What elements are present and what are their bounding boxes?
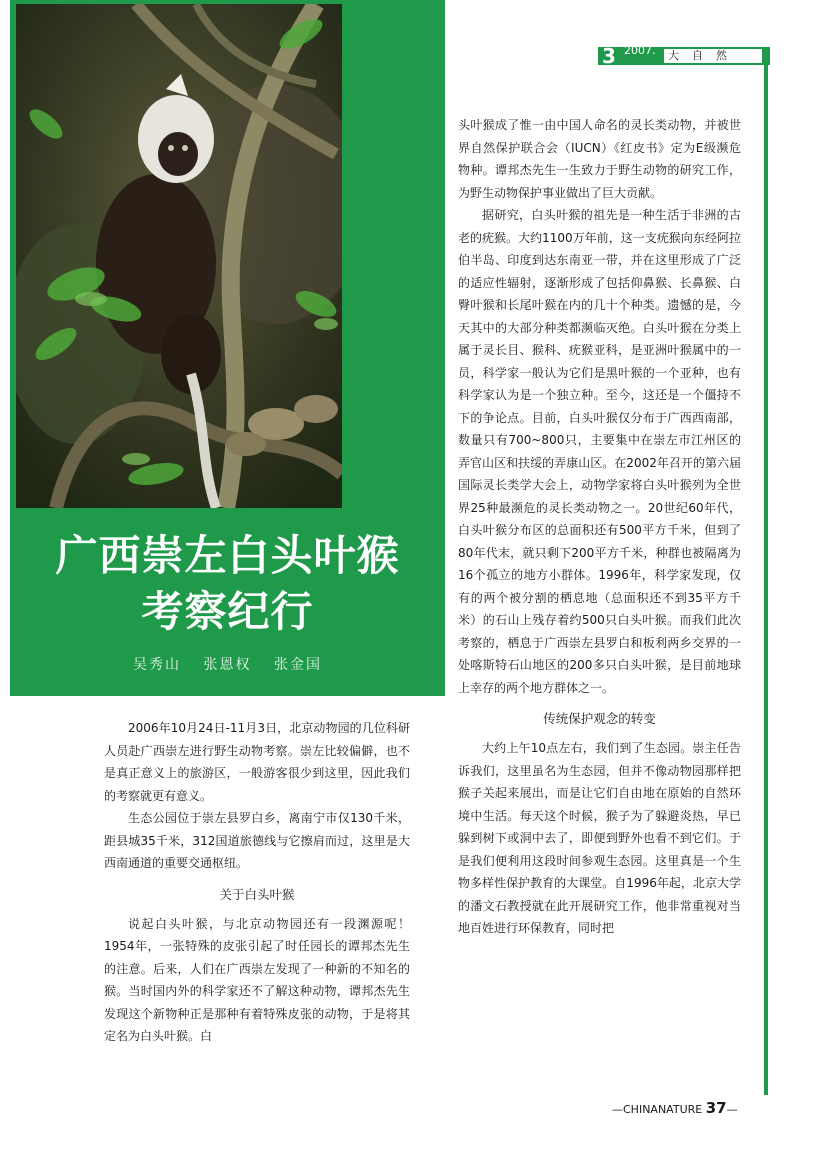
author-3: 张金国 — [273, 657, 322, 673]
author-1: 吴秀山 — [133, 657, 182, 673]
page-number: 37 — [705, 1099, 727, 1117]
langur-photo — [16, 4, 342, 508]
right-column — [458, 114, 741, 940]
author-2: 张恩权 — [203, 657, 252, 673]
article-title — [10, 528, 445, 640]
margin-rule — [764, 47, 768, 1095]
issue-number: 3 — [602, 44, 616, 68]
right-para-2: 据研究，白头叶猴的祖先是一种生活于非洲的古老的疣猴。大约1100万年前，这一支疣猴向东经阿拉伯半岛、印度到达东南亚一带，并在这里形成了广泛的适应性辐射，逐渐形成了包括仰鼻猴、长鼻猴、白臀叶猴和长尾叶猴在内的几十个种类。遗憾的是，今天其中的大部分种类都濒临灭绝。白头叶猴在分类上属于灵长目、猴科、疣猴亚科，是亚洲叶猴属中的一员，科学家一般认为它们是黑叶猴的一个亚种，也有科学家认为是一个独立种。至今，这还是一个僵持不下的争论点。目前，白头叶猴仅分布于广西西南部，数量只有700~800只，主要集中在崇左市江州区的弄官山区和扶绥的弄康山区。在2002年召开的第六届国际灵长类学大会上，动物学家将白头叶猴列为全世界25种最濒危的灵长类动物之一。20世纪60年代，白头叶猴分布区的总面积还有500平方千米，但到了80年代末，就只剩下200平方千米，种群也被隔离为16个孤立的地方小群体。1996年，科学家发现，仅有的两个被分割的栖息地（总面积还不到35平方千米）的石山上残存着约500只白头叶猴。而我们此次考察的，栖息于广西崇左县罗白和板利两乡交界的一处喀斯特石山地区的200多只白头叶猴，是目前地球上幸存的两个地方群体之一。 — [458, 208, 741, 695]
left-para-2: 生态公园位于崇左县罗白乡，离南宁市仅130千米，距县城35千米，312国道旅德线与它擦肩而过，这里是大西南通道的重要交通枢纽。 — [104, 811, 410, 870]
left-para-1: 2006年10月24日-11月3日，北京动物园的几位科研人员赴广西崇左进行野生动物考察。崇左比较偏僻，也不是真正意义上的旅游区，一般游客很少到这里，因此我们的考察就更有意义。 — [104, 721, 410, 803]
title-line-2: 考察纪行 — [141, 587, 314, 636]
right-para-3: 大约上午10点左右，我们到了生态园。崇主任告诉我们，这里虽名为生态园，但并不像动物园那样把猴子关起来展出，而是让它们自由地在原始的自然环境中生活。每天这个时候，猴子为了躲避炎热，早已躲到树下或洞中去了，即便到野外也看不到它们。于是我们便利用这段时间参观生态园。这里真是一个生物多样性保护教育的大课堂。自1996年起，北京大学的潘文石教授就在此开展研究工作，他非常重视对当地百姓进行环保教育，同时把 — [458, 741, 741, 935]
authors — [10, 654, 445, 674]
issue-year: 2007. — [624, 44, 656, 57]
footer-brand: CHINANATURE — [623, 1103, 703, 1116]
publication-name: 大自然 — [664, 49, 762, 63]
page-footer: —CHINANATURE 37— — [612, 1099, 738, 1117]
left-para-3: 说起白头叶猴，与北京动物园还有一段渊源呢！1954年，一张特殊的皮张引起了时任园长的谭邦杰先生的注意。后来，人们在广西崇左发现了一种新的不知名的猴。当时国内外的科学家还不了解这种动物，谭邦杰先生发现这个新物种正是那种有着特殊皮张的动物，于是将其定名为白头叶猴。白 — [104, 916, 410, 1043]
right-para-1: 头叶猴成了惟一由中国人命名的灵长类动物，并被世界自然保护联合会（IUCN）《红皮书》定为E级濒危物种。谭邦杰先生一生致力于野生动物的研究工作，为野生动物保护事业做出了巨大贡献。 — [458, 118, 741, 200]
left-column — [104, 717, 410, 1048]
section-heading-2: 传统保护观念的转变 — [543, 711, 656, 726]
title-line-1: 广西崇左白头叶猴 — [55, 531, 400, 580]
section-heading-1: 关于白头叶猴 — [219, 886, 295, 902]
